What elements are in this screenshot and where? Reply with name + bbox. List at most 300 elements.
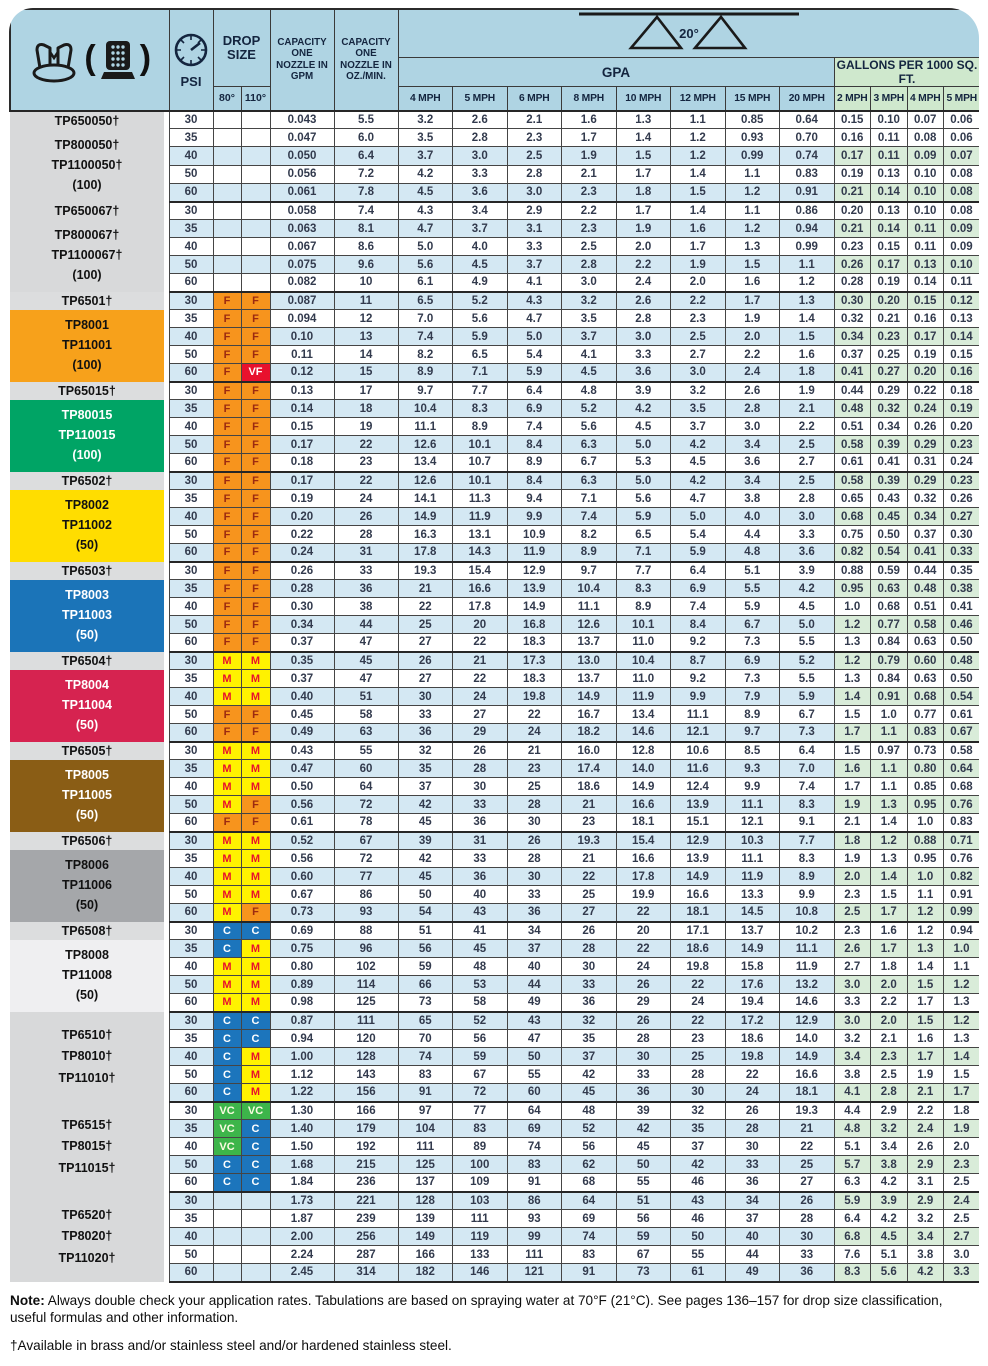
drop-size-110: M — [241, 976, 270, 994]
gpa-value: 3.6 — [725, 454, 780, 472]
capacity-gpm-value: 0.37 — [270, 634, 334, 652]
capacity-gpm-value: 0.73 — [270, 904, 334, 922]
gpa-value: 21 — [562, 796, 617, 814]
psi-value: 60 — [169, 724, 213, 742]
gpa-value: 13.7 — [562, 670, 617, 688]
gpa-value: 40 — [507, 958, 562, 976]
capacity-oz-value: 18 — [334, 400, 398, 418]
nozzle-model-name: TP6505† — [10, 742, 164, 760]
gpa-value: 19.3 — [398, 562, 453, 580]
gallons-per-1000-value: 0.15 — [944, 346, 980, 364]
gpa-value: 3.7 — [671, 418, 726, 436]
nozzle-model-name: TP800067† — [54, 228, 120, 243]
gpa-value: 9.9 — [725, 778, 780, 796]
gpa-value: 7.3 — [725, 670, 780, 688]
nozzle-model-name: TP6520† — [61, 1207, 113, 1222]
drop-size-110: M — [241, 958, 270, 976]
gpa-value: 5.9 — [453, 328, 508, 346]
capacity-gpm-value: 1.40 — [270, 1120, 334, 1138]
gpa-value: 109 — [453, 1174, 508, 1192]
drop-size-80: M — [213, 850, 241, 868]
capacity-oz-value: 24 — [334, 490, 398, 508]
gpa-value: 91 — [507, 1174, 562, 1192]
gallons-per-1000-value: 0.16 — [944, 364, 980, 382]
gallons-per-1000-value: 0.28 — [834, 274, 871, 292]
gpa-value: 16.6 — [671, 886, 726, 904]
gallons-per-1000-value: 0.20 — [944, 418, 980, 436]
gpa-value: 121 — [507, 1264, 562, 1282]
drop-size-80: M — [213, 886, 241, 904]
gpa-value: 51 — [616, 1192, 671, 1210]
capacity-gpm-value: 0.082 — [270, 274, 334, 292]
gpa-value: 83 — [398, 1066, 453, 1084]
gpa-value: 1.1 — [725, 165, 780, 183]
gpa-value: 1.7 — [562, 129, 617, 147]
gpa-value: 3.6 — [616, 364, 671, 382]
nozzle-model-name: TP11008 — [61, 968, 113, 983]
gallons-per-1000-value: 4.5 — [871, 1228, 908, 1246]
gallons-per-1000-value: 1.2 — [944, 976, 980, 994]
gallons-per-1000-value: 0.32 — [834, 310, 871, 328]
capacity-gpm-value: 0.043 — [270, 111, 334, 129]
gpa-value: 30 — [725, 1138, 780, 1156]
capacity-gpm-value: 0.15 — [270, 418, 334, 436]
gpa-value: 34 — [725, 1192, 780, 1210]
gpa-value: 3.4 — [725, 472, 780, 490]
gpa-value: 25 — [507, 778, 562, 796]
drop-size-110 — [241, 129, 270, 147]
gpa-value: 3.0 — [616, 328, 671, 346]
gallons-per-1000-value: 0.27 — [871, 364, 908, 382]
gpa-value: 5.0 — [671, 508, 726, 526]
gpa-value: 5.0 — [398, 238, 453, 256]
psi-value: 35 — [169, 670, 213, 688]
left-paren: ( — [84, 38, 96, 77]
gpa-value: 22 — [671, 1012, 726, 1030]
drop-size-80 — [213, 1192, 241, 1210]
gpa-value: 6.3 — [562, 472, 617, 490]
gpa-value: 22 — [453, 670, 508, 688]
gallons-per-1000-value: 2.5 — [834, 904, 871, 922]
gallons-per-1000-value: 0.83 — [944, 814, 980, 832]
gpa-value: 3.0 — [725, 418, 780, 436]
drop-size-80: F — [213, 724, 241, 742]
psi-value: 40 — [169, 238, 213, 256]
gpa-value: 4.1 — [507, 274, 562, 292]
gpa-value: 3.2 — [562, 292, 617, 310]
gallons-per-1000-value: 2.4 — [907, 1120, 944, 1138]
gpa-value: 6.7 — [725, 616, 780, 634]
psi-value: 35 — [169, 310, 213, 328]
drop-size-110: M — [241, 760, 270, 778]
gallons-header: GALLONS PER 1000 SQ. FT. — [834, 58, 979, 87]
drop-size-110 — [241, 111, 270, 129]
gallons-per-1000-value: 0.82 — [834, 544, 871, 562]
gpa-value: 9.4 — [507, 490, 562, 508]
gpa-value: 55 — [507, 1066, 562, 1084]
gpa-value: 41 — [453, 922, 508, 940]
gpa-value: 10.7 — [453, 454, 508, 472]
gpa-value: 4.2 — [398, 165, 453, 183]
nozzle-group-label — [10, 111, 164, 202]
drop-size-80: F — [213, 634, 241, 652]
mph-header: 20 MPH — [780, 87, 835, 111]
gpa-value: 5.5 — [780, 634, 835, 652]
gpa-value: 36 — [453, 814, 508, 832]
drop-size-110: M — [241, 1084, 270, 1102]
drop-size-80 — [213, 202, 241, 220]
gpa-value: 24 — [453, 688, 508, 706]
gallons-per-1000-value: 1.1 — [944, 958, 980, 976]
capacity-gpm-value: 0.056 — [270, 165, 334, 183]
gpa-value: 1.2 — [671, 129, 726, 147]
gallons-per-1000-value: 0.75 — [834, 526, 871, 544]
gpa-value: 125 — [398, 1156, 453, 1174]
gpa-value: 1.3 — [725, 238, 780, 256]
psi-value: 50 — [169, 1066, 213, 1084]
gallons-per-1000-value: 0.11 — [871, 129, 908, 147]
capacity-gpm-value: 2.24 — [270, 1246, 334, 1264]
gallons-per-1000-value: 1.5 — [907, 976, 944, 994]
table-row — [10, 652, 979, 670]
gpa-value: 22 — [725, 1066, 780, 1084]
gpa-value: 14.6 — [780, 994, 835, 1012]
gallons-per-1000-value: 0.19 — [834, 165, 871, 183]
gallons-per-1000-value: 0.08 — [944, 183, 980, 201]
psi-value: 50 — [169, 886, 213, 904]
gpa-value: 15.8 — [725, 958, 780, 976]
gpa-value: 14.9 — [507, 598, 562, 616]
gallons-per-1000-value: 6.3 — [834, 1174, 871, 1192]
gpa-value: 4.2 — [671, 436, 726, 454]
gallons-per-1000-value: 0.11 — [907, 238, 944, 256]
drop-size-110: M — [241, 670, 270, 688]
gpa-value: 64 — [562, 1192, 617, 1210]
psi-value: 35 — [169, 400, 213, 418]
drop-size-80: F — [213, 472, 241, 490]
gallons-per-1000-value: 0.08 — [944, 202, 980, 220]
gallons-per-1000-value: 0.34 — [834, 328, 871, 346]
gpa-value: 14.9 — [562, 688, 617, 706]
gpa-value: 48 — [562, 1102, 617, 1120]
gallons-per-1000-value: 0.09 — [944, 220, 980, 238]
gpa-value: 46 — [671, 1210, 726, 1228]
gallons-per-1000-value: 4.1 — [834, 1084, 871, 1102]
gpa-value: 52 — [453, 1012, 508, 1030]
gpa-value: 7.9 — [725, 688, 780, 706]
gpa-value: 6.7 — [780, 706, 835, 724]
drop-size-80: M — [213, 652, 241, 670]
table-row — [10, 382, 979, 400]
gallons-per-1000-value: 1.8 — [871, 958, 908, 976]
capacity-oz-value: 64 — [334, 778, 398, 796]
gpa-value: 9.3 — [725, 760, 780, 778]
gpa-value: 7.4 — [562, 508, 617, 526]
gallons-per-1000-value: 1.7 — [834, 724, 871, 742]
psi-value: 40 — [169, 868, 213, 886]
gpa-value: 111 — [507, 1246, 562, 1264]
nozzle-model-name: TP11020† — [58, 1250, 116, 1265]
nozzle-group-label — [10, 1102, 164, 1192]
gallons-per-1000-value: 0.65 — [834, 490, 871, 508]
gallons-per-1000-value: 0.14 — [871, 220, 908, 238]
gpa-value: 19.3 — [780, 1102, 835, 1120]
gallons-per-1000-value: 0.23 — [871, 328, 908, 346]
gpa-value: 45 — [616, 1138, 671, 1156]
drop-size-80: F — [213, 814, 241, 832]
drop-size-80: C — [213, 1156, 241, 1174]
gallons-per-1000-value: 0.08 — [944, 165, 980, 183]
gallons-per-1000-value: 0.12 — [944, 292, 980, 310]
gpa-value: 11.9 — [780, 958, 835, 976]
gpa-value: 13.4 — [616, 706, 671, 724]
gallons-per-1000-value: 1.1 — [871, 724, 908, 742]
nozzle-model-name: TP8015† — [61, 1139, 113, 1154]
nozzle-model-name: TP8003 — [65, 588, 109, 603]
capacity-oz-value: 11 — [334, 292, 398, 310]
drop-size-80 — [213, 1210, 241, 1228]
gpa-value: 5.5 — [780, 670, 835, 688]
drop-size-110 — [241, 274, 270, 292]
gallons-per-1000-value: 4.2 — [871, 1174, 908, 1192]
gallons-per-1000-value: 0.54 — [944, 688, 980, 706]
gpa-value: 27 — [398, 634, 453, 652]
capacity-gpm-value: 0.14 — [270, 400, 334, 418]
capacity-oz-value: 72 — [334, 850, 398, 868]
gpa-value: 11.6 — [671, 760, 726, 778]
nozzle-model-name: TP6504† — [10, 652, 164, 670]
drop-size-80: F — [213, 544, 241, 562]
gpa-value: 11.9 — [507, 544, 562, 562]
gpa-value: 26 — [562, 922, 617, 940]
gpa-value: 49 — [507, 994, 562, 1012]
gpa-value: 33 — [453, 850, 508, 868]
gpa-value: 3.3 — [616, 346, 671, 364]
gallons-per-1000-value: 0.71 — [944, 832, 980, 850]
gpa-value: 56 — [398, 940, 453, 958]
nozzle-model-name: TP8001 — [65, 318, 109, 333]
gpa-value: 2.5 — [780, 436, 835, 454]
gpa-value: 3.7 — [507, 256, 562, 274]
capacity-oz-value: 13 — [334, 328, 398, 346]
gallons-per-1000-value: 0.15 — [834, 111, 871, 129]
gpa-value: 16.6 — [780, 1066, 835, 1084]
nozzle-group-label — [10, 742, 164, 832]
capacity-oz-value: 55 — [334, 742, 398, 760]
psi-column-header — [169, 9, 213, 111]
gpa-value: 9.2 — [671, 670, 726, 688]
drop-size-110: F — [241, 328, 270, 346]
drop-size-110: F — [241, 616, 270, 634]
gpa-value: 74 — [507, 1138, 562, 1156]
nozzle-model-name: TP8010† — [61, 1049, 113, 1064]
gpa-value: 17.1 — [671, 922, 726, 940]
psi-value: 40 — [169, 688, 213, 706]
gallons-per-1000-value: 2.7 — [944, 1228, 980, 1246]
gpa-value: 54 — [398, 904, 453, 922]
nozzle-model-name: (50) — [75, 988, 99, 1003]
gallons-per-1000-value: 1.5 — [834, 742, 871, 760]
gallons-per-1000-value: 1.5 — [944, 1066, 980, 1084]
nozzle-group-label — [10, 562, 164, 652]
pressure-gauge-icon — [172, 31, 210, 69]
gpa-value: 30 — [507, 814, 562, 832]
gpa-value: 30 — [453, 778, 508, 796]
gpa-value: 50 — [507, 1048, 562, 1066]
capacity-oz-value: 192 — [334, 1138, 398, 1156]
gallons-per-1000-value: 0.09 — [907, 147, 944, 165]
psi-value: 50 — [169, 1246, 213, 1264]
capacity-gpm-value: 0.12 — [270, 364, 334, 382]
gpa-value: 4.2 — [616, 400, 671, 418]
gallons-per-1000-value: 2.9 — [907, 1156, 944, 1174]
nozzle-model-name: TP6510† — [61, 1027, 113, 1042]
gpa-value: 11.0 — [616, 634, 671, 652]
nozzle-model-name: (50) — [75, 808, 99, 823]
gpa-value: 13.9 — [671, 796, 726, 814]
gallons-per-1000-value: 0.95 — [907, 796, 944, 814]
gpa-value: 4.8 — [725, 544, 780, 562]
gpa-value: 35 — [562, 1030, 617, 1048]
capacity-oz-value: 58 — [334, 706, 398, 724]
gpa-value: 39 — [616, 1102, 671, 1120]
gpa-value: 11.9 — [725, 868, 780, 886]
gpa-value: 0.99 — [780, 238, 835, 256]
gallons-per-1000-value: 2.2 — [871, 994, 908, 1012]
gpa-value: 13.9 — [507, 580, 562, 598]
capacity-gpm-value: 0.13 — [270, 382, 334, 400]
drop-size-110 — [241, 1210, 270, 1228]
psi-value: 30 — [169, 1102, 213, 1120]
drop-size-110 — [241, 147, 270, 165]
gallons-per-1000-value: 0.10 — [944, 256, 980, 274]
gallons-per-1000-value: 0.06 — [944, 111, 980, 129]
table-row — [10, 832, 979, 850]
gpa-value: 1.8 — [780, 364, 835, 382]
gpa-value: 1.9 — [562, 147, 617, 165]
capacity-gpm-value: 0.24 — [270, 544, 334, 562]
drop-size-80: F — [213, 346, 241, 364]
gpa-value: 1.2 — [725, 183, 780, 201]
gallons-per-1000-value: 0.14 — [871, 183, 908, 201]
capacity-oz-value: 9.6 — [334, 256, 398, 274]
gallons-per-1000-value: 4.8 — [834, 1120, 871, 1138]
drop-size-80: M — [213, 994, 241, 1012]
gpa-value: 42 — [398, 796, 453, 814]
gpa-value: 111 — [453, 1210, 508, 1228]
gpa-value: 25 — [671, 1048, 726, 1066]
nozzle-model-name: TP11006 — [61, 878, 113, 893]
gallons-per-1000-value: 0.46 — [944, 616, 980, 634]
gpa-value: 45 — [453, 940, 508, 958]
capacity-gpm-header: CAPACITY ONE NOZZLE IN GPM — [270, 9, 334, 111]
gallons-per-1000-value: 0.84 — [871, 670, 908, 688]
gpa-value: 91 — [398, 1084, 453, 1102]
gallons-per-1000-value: 2.1 — [907, 1084, 944, 1102]
gpa-value: 73 — [616, 1264, 671, 1282]
gallons-per-1000-value: 0.11 — [907, 220, 944, 238]
gallons-per-1000-value: 0.44 — [907, 562, 944, 580]
gpa-value: 12.9 — [507, 562, 562, 580]
drop-size-80: F — [213, 508, 241, 526]
gallons-per-1000-value: 0.58 — [834, 436, 871, 454]
gallons-per-1000-value: 0.94 — [944, 922, 980, 940]
capacity-gpm-value: 0.37 — [270, 670, 334, 688]
gallons-per-1000-value: 1.2 — [907, 922, 944, 940]
gallons-per-1000-value: 0.77 — [871, 616, 908, 634]
gallons-per-1000-value: 0.50 — [871, 526, 908, 544]
gallons-per-1000-value: 5.6 — [871, 1264, 908, 1282]
gallons-per-1000-value: 2.2 — [907, 1102, 944, 1120]
gallons-per-1000-value: 0.10 — [871, 111, 908, 129]
gpa-value: 8.9 — [562, 544, 617, 562]
gpa-value: 37 — [725, 1210, 780, 1228]
gpa-value: 2.8 — [453, 129, 508, 147]
capacity-gpm-value: 0.087 — [270, 292, 334, 310]
psi-value: 30 — [169, 202, 213, 220]
gpa-value: 22 — [398, 598, 453, 616]
gpa-value: 4.5 — [616, 418, 671, 436]
mph-header: 12 MPH — [671, 87, 726, 111]
gpa-value: 14.6 — [616, 724, 671, 742]
gpa-value: 42 — [616, 1120, 671, 1138]
capacity-gpm-value: 0.17 — [270, 436, 334, 454]
gpa-value: 12.8 — [616, 742, 671, 760]
psi-value: 60 — [169, 544, 213, 562]
gpa-value: 2.0 — [725, 328, 780, 346]
gpa-value: 12.6 — [562, 616, 617, 634]
gpa-value: 10.1 — [453, 472, 508, 490]
nozzle-model-name: TP65015† — [10, 382, 164, 400]
gallons-per-1000-value: 4.2 — [907, 1264, 944, 1282]
capacity-oz-value: 7.8 — [334, 183, 398, 201]
capacity-gpm-value: 0.69 — [270, 922, 334, 940]
gallons-per-1000-value: 2.1 — [834, 814, 871, 832]
gallons-per-1000-value: 0.21 — [834, 220, 871, 238]
nozzle-model-name: TP11010† — [58, 1070, 116, 1085]
nozzle-model-block — [10, 220, 164, 292]
gpa-value: 19.8 — [725, 1048, 780, 1066]
gallons-per-1000-value: 0.26 — [944, 490, 980, 508]
drop-size-110: C — [241, 1012, 270, 1030]
gpa-value: 47 — [507, 1030, 562, 1048]
drop-size-110: M — [241, 994, 270, 1012]
gallons-per-1000-value: 0.82 — [944, 868, 980, 886]
gpa-value: 11.9 — [453, 508, 508, 526]
gpa-value: 29 — [616, 994, 671, 1012]
gpa-value: 5.4 — [671, 526, 726, 544]
gpa-header: GPA — [398, 58, 834, 87]
drop-size-80: M — [213, 670, 241, 688]
gpa-value: 4.5 — [780, 598, 835, 616]
capacity-gpm-value: 1.30 — [270, 1102, 334, 1120]
capacity-gpm-value: 0.47 — [270, 760, 334, 778]
gpa-value: 83 — [562, 1246, 617, 1264]
gpa-value: 2.4 — [725, 364, 780, 382]
psi-value: 50 — [169, 526, 213, 544]
gpa-value: 4.4 — [725, 526, 780, 544]
capacity-oz-value: 102 — [334, 958, 398, 976]
gpa-value: 67 — [453, 1066, 508, 1084]
gallons-per-1000-value: 1.4 — [944, 1048, 980, 1066]
gpa-value: 6.5 — [398, 292, 453, 310]
drop-size-80: F — [213, 400, 241, 418]
gpa-value: 7.7 — [453, 382, 508, 400]
gpa-value: 2.6 — [616, 292, 671, 310]
gpa-value: 24 — [671, 994, 726, 1012]
gallons-per-1000-value: 0.22 — [907, 382, 944, 400]
psi-value: 60 — [169, 1264, 213, 1282]
